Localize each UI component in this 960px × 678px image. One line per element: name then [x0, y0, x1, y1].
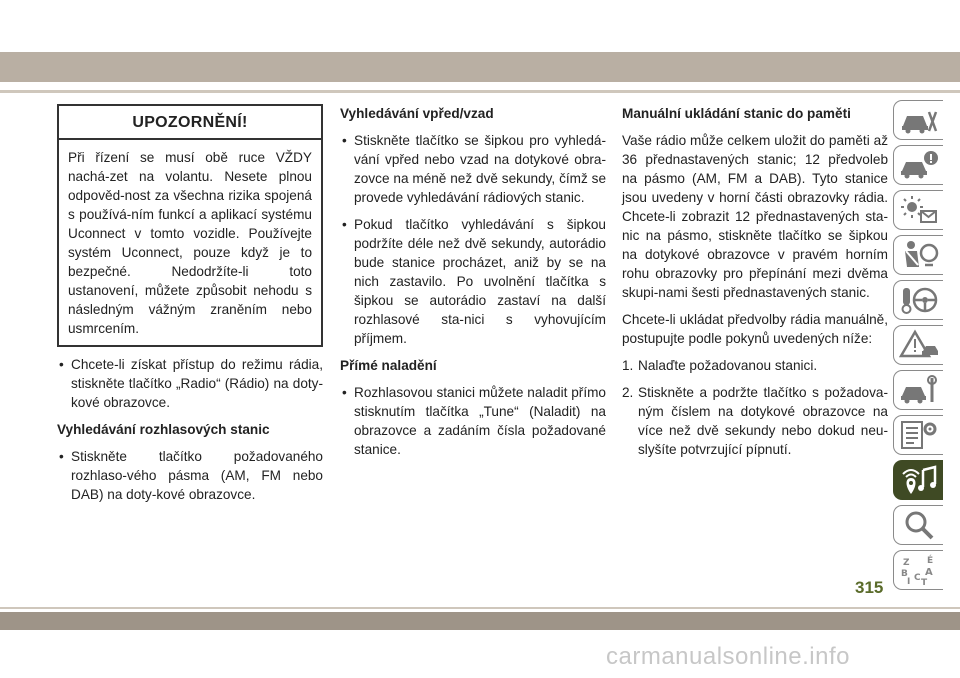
radio-access-bullet: • Chcete-li získat přístup do režimu rádia, stiskněte tlačítko „Radio“ (Rádio) na doty-kové obrazovce. — [57, 355, 323, 412]
checklist-gear-icon — [899, 419, 939, 451]
tab-multimedia-navigation[interactable] — [893, 460, 943, 500]
tab-checklist-gear[interactable] — [893, 415, 943, 455]
page-number: 315 — [855, 578, 884, 597]
svg-text:I: I — [906, 577, 910, 586]
warning-body: Při řízení se musí obě ruce VŽDY nachá-zet na volantu. Nesete plnou odpověd-nost za všechna rizika spojená s používá-ním funkcí a aplikací systému Uconnect v tomto vozidle. Používejte systém Uconnect, pouze když je to bezpečné. Nedodržíte-li toto ustanovení, můžete způsobit nehodu s následným vážným zraněním nebo usmrcením. — [68, 150, 312, 336]
tab-car-wrench[interactable] — [893, 370, 943, 410]
band-select-bullet: • Stiskněte tlačítko požadovaného rozhlaso-vého pásma (AM, FM nebo DAB) na doty-kové obrazovce. — [57, 447, 323, 504]
step-1-text: Nalaďte požadovanou stanici. — [638, 358, 818, 373]
step-1-number: 1. — [622, 358, 634, 373]
heading-seek: Vyhledávání vpřed/vzad — [340, 106, 494, 121]
tab-steering-wheel-key[interactable] — [893, 280, 943, 320]
car-tools-icon — [899, 104, 939, 136]
svg-text:A: A — [924, 567, 933, 578]
svg-text:É: É — [926, 556, 933, 566]
column-1 — [57, 104, 323, 512]
tab-warning-triangle-car[interactable] — [893, 325, 943, 365]
heading-manual-presets: Manuální ukládání stanic do paměti — [622, 106, 851, 121]
multimedia-navigation-icon — [899, 464, 939, 496]
svg-text:T: T — [920, 578, 927, 586]
chapter-tabs — [893, 100, 945, 595]
warning-box — [57, 104, 323, 347]
svg-text:B: B — [900, 569, 908, 579]
tab-car-tools[interactable] — [893, 100, 943, 140]
heading-direct-tune: Přímé naladění — [340, 358, 437, 373]
tab-seatbelt-airbag[interactable] — [893, 235, 943, 275]
seek-bullet-1: • Stiskněte tlačítko se šipkou pro vyhledá-vání vpřed nebo vzad na dotykové obra-zovce na méně než dvě sekundy, čímž se provede vyhledávání rádiových stanic. — [340, 131, 606, 207]
tab-magnifier[interactable] — [893, 505, 943, 545]
car-wrench-icon — [899, 374, 939, 406]
bottom-divider — [0, 607, 960, 609]
step-1 — [622, 356, 888, 375]
warning-triangle-car-icon — [899, 329, 939, 361]
bottom-footer-band — [0, 612, 960, 630]
presets-paragraph-2: Chcete-li ukládat předvolby rádia manuálně, postupujte podle pokynů uvedených níže: — [622, 312, 888, 346]
alphabet-index-icon — [899, 554, 939, 586]
top-divider — [0, 90, 960, 93]
heading-station-search: Vyhledávání rozhlasových stanic — [57, 422, 270, 437]
column-3 — [622, 104, 888, 467]
step-2-number: 2. — [622, 385, 634, 400]
seatbelt-airbag-icon — [899, 239, 939, 271]
tab-lights-message[interactable] — [893, 190, 943, 230]
presets-paragraph-1: Vaše rádio může celkem uložit do paměti až 36 přednastavených stanic; 12 předvoleb na pásmo (AM, FM a DAB). Tyto stanice jsou uvedeny v horní části obrazovky rádia. Chcete-li zobrazit 12 přednastavených sta-nic na pásmo, stiskněte tlačítko se šipkou na dotykové obrazovce v pravém horním rohu obrazovky pro přepínání mezi dvěma skupi-nami šesti přednastavených stanic. — [622, 133, 888, 300]
steering-wheel-key-icon — [899, 284, 939, 316]
step-2-text: Stiskněte a podržte tlačítko s požadova-ným číslem na dotykové obrazovce na více než dvě sekundy nebo dokud neu-slyšíte potvrzující pípnutí. — [638, 385, 888, 457]
top-header-band — [0, 52, 960, 82]
direct-tune-bullet: • Rozhlasovou stanici můžete naladit přímo stisknutím tlačítka „Tune“ (Naladit) na obrazovce a zadáním čísla požadované stanice. — [340, 383, 606, 459]
column-2 — [340, 104, 606, 467]
magnifier-icon — [899, 509, 939, 541]
tab-alphabet-index[interactable] — [893, 550, 943, 590]
svg-text:C: C — [913, 573, 921, 583]
tab-car-info[interactable] — [893, 145, 943, 185]
lights-message-icon — [899, 194, 939, 226]
step-2 — [622, 383, 888, 459]
svg-text:Z: Z — [902, 558, 910, 568]
warning-title: UPOZORNĚNÍ! — [59, 106, 321, 140]
watermark-text: carmanualsonline.info — [606, 643, 850, 670]
seek-bullet-2: • Pokud tlačítko vyhledávání s šipkou podržíte déle než dvě sekundy, autorádio bude stanice procházet, aniž by se na nich zastavilo. Po uvolnění tlačítka s šipkou se autorádio zastaví na další rozhlasové sta-nici s vyhovujícím příjmem. — [340, 215, 606, 348]
car-info-icon — [899, 149, 939, 181]
